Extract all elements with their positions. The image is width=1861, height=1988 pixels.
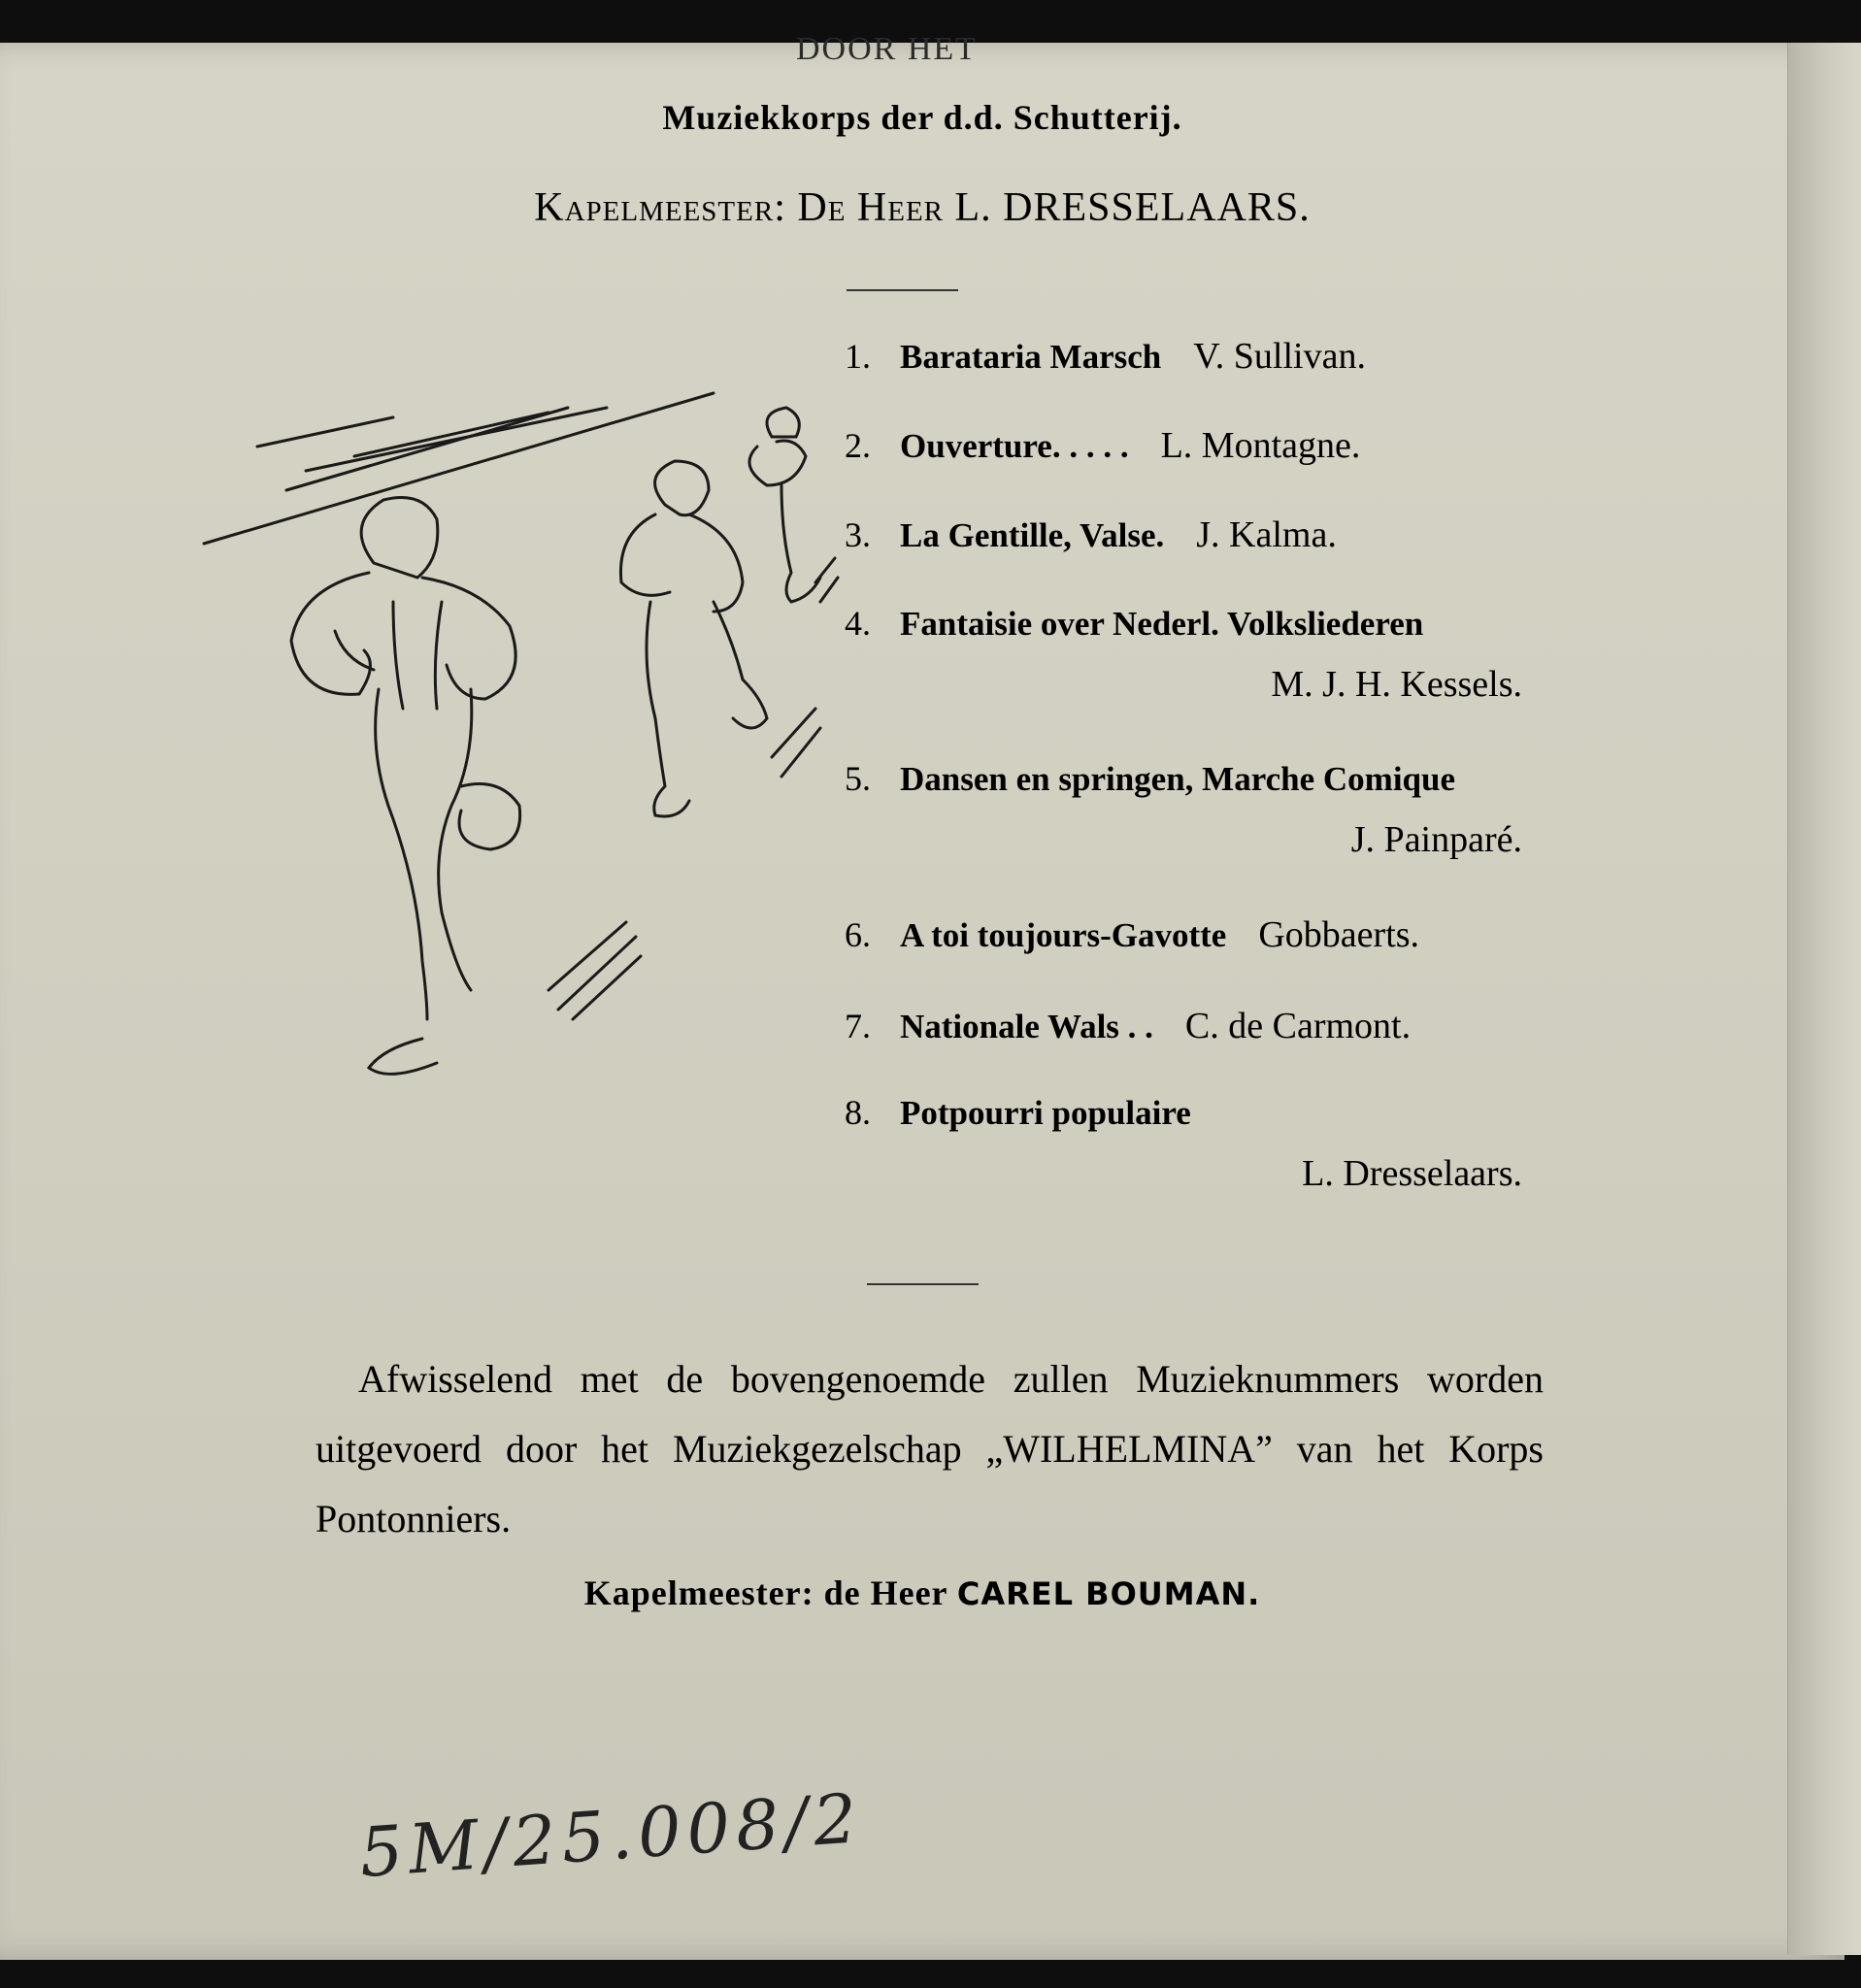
item-number: 7. [845, 1007, 871, 1045]
item-composer: L. Dresselaars. [1302, 1153, 1522, 1194]
closing-prefix: Kapelmeester: de Heer [583, 1574, 947, 1612]
program-item-4 [845, 603, 1563, 705]
program-item-8 [845, 1092, 1563, 1194]
program-item-6 [845, 913, 1563, 956]
leader-prefix: Kapelmeester: [534, 185, 786, 230]
second-band-leader [0, 1573, 1844, 1613]
item-title: Dansen en springen, Marche Comique [900, 760, 1456, 798]
item-number: 3. [845, 515, 871, 554]
item-number: 5. [845, 759, 871, 798]
handwritten-archive-number: 5M/25.008/2 [356, 1778, 866, 1893]
item-title: La Gentille, Valse. [900, 516, 1165, 554]
item-number: 8. [845, 1093, 871, 1132]
item-composer: C. de Carmont. [1184, 1006, 1412, 1046]
item-number: 1. [845, 337, 871, 376]
item-title: Barataria Marsch [900, 338, 1162, 376]
closing-name: CAREL BOUMAN. [956, 1575, 1261, 1612]
item-composer: L. Montagne. [1160, 425, 1361, 466]
item-title: Ouverture. . . . . [900, 427, 1129, 465]
band-leader [0, 184, 1844, 231]
item-number: 4. [845, 604, 871, 643]
item-number: 6. [845, 915, 871, 954]
program-item-7 [845, 1005, 1563, 1047]
item-composer: Gobbaerts. [1258, 914, 1420, 955]
program-item-3 [845, 514, 1563, 556]
item-composer: J. Painparé. [1350, 819, 1522, 860]
divider-top [847, 289, 958, 291]
leader-honorific: De Heer [797, 185, 945, 230]
program-item-5 [845, 758, 1563, 860]
item-title: A toi toujours-Gavotte [900, 916, 1227, 954]
intermission-paragraph: Afwisselend met de bovengenoemde zullen Muzieknummers worden uitgevoerd door het Muziekgezelschap „WILHELMINA” van het Korps Pontonniers. [316, 1357, 1544, 1541]
item-title: Fantaisie over Nederl. Volksliederen [900, 605, 1424, 643]
item-composer: J. Kalma. [1196, 514, 1337, 555]
item-composer: M. J. H. Kessels. [1271, 664, 1522, 705]
running-men-illustration [199, 379, 840, 1116]
item-title: Nationale Wals . . [900, 1008, 1153, 1045]
item-title: Potpourri populaire [900, 1094, 1191, 1132]
item-number: 2. [845, 426, 871, 465]
cut-off-heading: DOOR HET [796, 31, 978, 67]
program-item-1 [845, 335, 1563, 378]
item-composer: V. Sullivan. [1193, 336, 1366, 377]
divider-bottom [867, 1283, 979, 1285]
program-item-2 [845, 424, 1563, 467]
leader-name: L. DRESSELAARS. [954, 185, 1311, 230]
band-title: Muziekkorps der d.d. Schutterij. [662, 98, 1182, 137]
booklet-spine [1787, 43, 1861, 1955]
